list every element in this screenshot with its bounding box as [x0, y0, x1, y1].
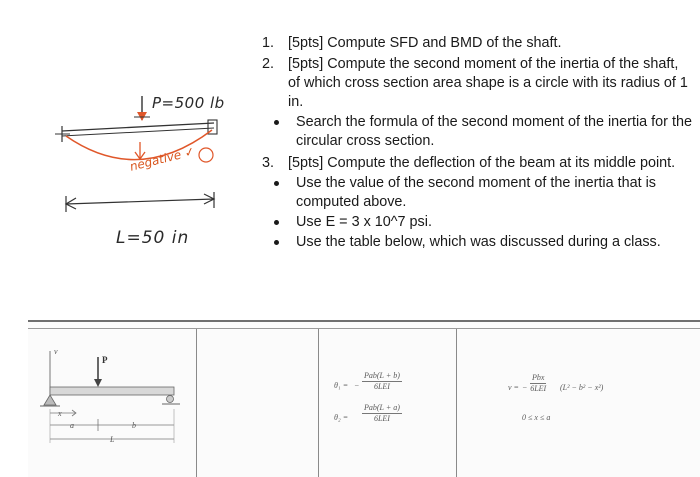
deflection-numerator: Pbx	[532, 373, 545, 382]
table-empty-cell	[196, 329, 318, 477]
question-3	[262, 154, 692, 173]
beam-deflection-table	[28, 320, 700, 477]
deflection-tail: (L² − b² − x²)	[560, 383, 604, 392]
bullet-dot	[274, 240, 279, 245]
theta1-numerator: Pab(L + b)	[364, 371, 400, 380]
table-figure-cell	[28, 329, 196, 477]
b-label: b	[132, 421, 136, 430]
bullet-dot	[274, 220, 279, 225]
length-label: L=50 in	[116, 228, 190, 248]
load-label: P=500 lb	[152, 94, 225, 112]
theta2-lhs: θ₂ =	[334, 413, 349, 422]
question-2-bullet-1	[262, 113, 692, 151]
question-1	[262, 34, 692, 53]
question-3-bullet-1	[262, 174, 692, 212]
span-l-label: L	[110, 435, 115, 444]
deflection-range: 0 ≤ x ≤ a	[522, 413, 551, 422]
question-2	[262, 55, 692, 112]
deflection-formula-cell	[456, 329, 700, 477]
slope-formula-cell	[318, 329, 456, 477]
question-3-bullet-2	[262, 213, 692, 232]
bullet-text: Use E = 3 x 10^7 psi.	[296, 214, 432, 230]
theta1-sign: −	[354, 381, 360, 390]
load-p-label: P	[102, 355, 108, 365]
theta2-fraction	[362, 403, 402, 424]
theta1-denominator: 6LEI	[373, 382, 390, 391]
deflection-sign: −	[522, 383, 528, 392]
theta1-fraction	[362, 371, 402, 392]
bullet-text: Use the table below, which was discussed during a class.	[296, 234, 661, 250]
a-label: a	[70, 421, 74, 430]
deflection-fraction	[530, 373, 546, 394]
beam-sketch	[0, 60, 250, 280]
question-list	[262, 34, 692, 252]
question-number: 2.	[262, 56, 275, 72]
bullet-dot	[274, 120, 279, 125]
deflection-denominator: 6LEI	[530, 384, 547, 393]
v-axis-label: v	[54, 347, 58, 356]
negative-note: negative ✓	[128, 144, 197, 174]
question-number: 3.	[262, 155, 275, 171]
bullet-text: Search the formula of the second moment of the inertia for the circular cross section.	[296, 114, 692, 149]
question-3-bullet-3	[262, 233, 692, 252]
question-number: 1.	[262, 35, 275, 51]
bullet-text: Use the value of the second moment of the inertia that is computed above.	[296, 175, 656, 210]
x-label: x	[58, 409, 62, 418]
theta2-denominator: 6LEI	[373, 414, 390, 423]
question-text: [5pts] Compute the deflection of the beam at its middle point.	[288, 155, 676, 171]
bullet-dot	[274, 181, 279, 186]
theta1-lhs: θ₁ =	[334, 381, 349, 390]
question-text: [5pts] Compute SFD and BMD of the shaft.	[288, 35, 562, 51]
question-text: [5pts] Compute the second moment of the inertia of the shaft, of which cross section area shape is a circle with its radius of 1 in.	[288, 56, 688, 110]
deflection-lhs: v =	[508, 383, 519, 392]
theta2-numerator: Pab(L + a)	[364, 403, 400, 412]
